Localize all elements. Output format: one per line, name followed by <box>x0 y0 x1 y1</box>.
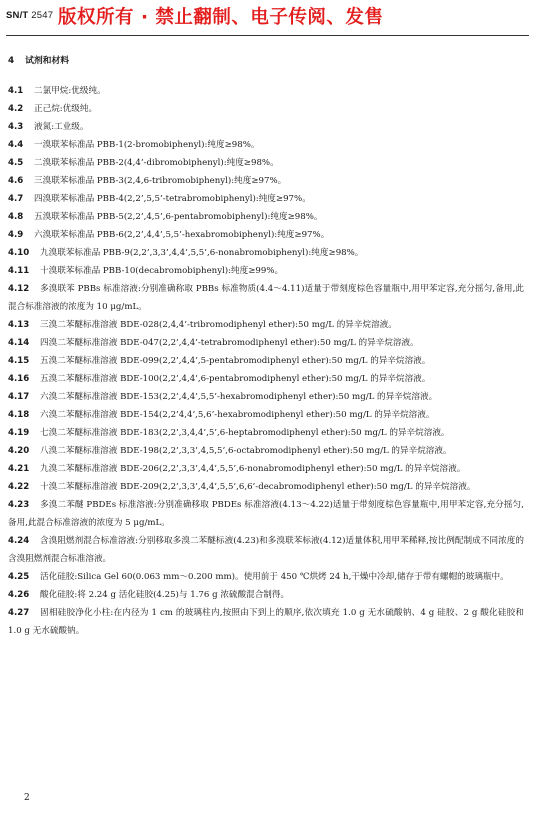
section-content <box>8 52 524 640</box>
item-text: 六溴二苯醚标准溶液 BDE-154(2,2’4,4’,5,6’-hexabromodiphenyl ether):50 mg/L 的异辛烷溶液。 <box>40 410 435 420</box>
item-number: 4.6 <box>8 176 24 186</box>
item-text: 多溴联苯 PBBs 标准溶液:分别准确称取 PBBs 标准物质(4.4～4.11)适量于带刻度棕色容量瓶中,用甲苯定容,充分摇匀,备用,此混合标准溶液的浓度为 10 μg/mL。 <box>8 284 524 312</box>
standard-number: 2547 <box>31 10 54 21</box>
list-item <box>8 478 524 496</box>
item-text: 一溴联苯标准品 PBB-1(2-bromobiphenyl):纯度≥98%。 <box>34 140 260 150</box>
item-number: 4.4 <box>8 140 24 150</box>
list-item <box>8 316 524 334</box>
item-number: 4.24 <box>8 536 30 546</box>
item-text: 三溴二苯醚标准溶液 BDE-028(2,4,4’-tribromodiphenyl ether):50 mg/L 的异辛烷溶液。 <box>40 320 397 330</box>
item-text: 十溴联苯标准品 PBB-10(decabromobiphenyl):纯度≥99%。 <box>40 266 284 276</box>
list-item <box>8 370 524 388</box>
item-text: 固相硅胶净化小柱:在内径为 1 cm 的玻璃柱内,按照由下到上的顺序,依次填充 1.0 g 无水硫酸钠、4 g 硅胶、2 g 酸化硅胶和 1.0 g 无水硫酸钠。 <box>8 608 524 636</box>
item-text: 三溴联苯标准品 PBB-3(2,4,6-tribromobiphenyl):纯度≥97%。 <box>34 176 287 186</box>
item-text: 四溴联苯标准品 PBB-4(2,2’,5,5’-tetrabromobiphenyl):纯度≥97%。 <box>34 194 311 204</box>
item-text: 七溴二苯醚标准溶液 BDE-183(2,2’,3,4,4’,5’,6-heptabromodiphenyl ether):50 mg/L 的异辛烷溶液。 <box>40 428 450 438</box>
item-text: 五溴联苯标准品 PBB-5(2,2’,4,5’,6-pentabromobiphenyl):纯度≥98%。 <box>34 212 323 222</box>
list-item <box>8 136 524 154</box>
item-text: 活化硅胶:Silica Gel 60(0.063 mm～0.200 mm)。使用前于 450 ℃烘烤 24 h,干燥中冷却,储存于带有螺帽的玻璃瓶中。 <box>40 572 509 582</box>
list-item <box>8 262 524 280</box>
item-number: 4.8 <box>8 212 24 222</box>
item-number: 4.17 <box>8 392 30 402</box>
item-number: 4.20 <box>8 446 30 456</box>
item-number: 4.10 <box>8 248 30 258</box>
item-number: 4.11 <box>8 266 30 276</box>
item-text: 含溴阻燃剂混合标准溶液:分别移取多溴二苯醚标液(4.23)和多溴联苯标液(4.12)适量体积,用甲苯稀释,按比例配制成不同浓度的含溴阻燃剂混合标准溶液。 <box>8 536 524 564</box>
item-number: 4.27 <box>8 608 30 618</box>
item-text: 正己烷:优级纯。 <box>34 104 98 114</box>
list-item <box>8 586 524 604</box>
item-text: 多溴二苯醚 PBDEs 标准溶液:分别准确移取 PBDEs 标准溶液(4.13～4.22)适量于带刻度棕色容量瓶中,用甲苯定容,充分摇匀,备用,此混合标准溶液的浓度为 5 μg/mL。 <box>8 500 524 528</box>
item-text: 酸化硅胶:将 2.24 g 活化硅胶(4.25)与 1.76 g 浓硫酸混合制得。 <box>40 590 290 600</box>
item-text: 五溴二苯醚标准溶液 BDE-100(2,2’,4,4’,6-pentabromodiphenyl ether):50 mg/L 的异辛烷溶液。 <box>40 374 431 384</box>
item-number: 4.14 <box>8 338 30 348</box>
item-number: 4.9 <box>8 230 24 240</box>
list-item <box>8 442 524 460</box>
item-number: 4.21 <box>8 464 30 474</box>
item-number: 4.19 <box>8 428 30 438</box>
list-item <box>8 172 524 190</box>
section-number: 4 <box>8 56 15 66</box>
item-text: 九溴联苯标准品 PBB-9(2,2’,3,3’,4,4’,5,5’,6-nonabromobiphenyl):纯度≥98%。 <box>40 248 364 258</box>
list-item <box>8 154 524 172</box>
list-item <box>8 280 524 316</box>
item-text: 二溴联苯标准品 PBB-2(4,4’-dibromobiphenyl):纯度≥98%。 <box>34 158 279 168</box>
list-item <box>8 226 524 244</box>
item-list <box>8 82 524 640</box>
list-item <box>8 406 524 424</box>
item-text: 八溴二苯醚标准溶液 BDE-198(2,2’,3,3’,4,5,5’,6-octabromodiphenyl ether):50 mg/L 的异辛烷溶液。 <box>40 446 452 456</box>
section-heading <box>8 52 524 70</box>
item-text: 液氮:工业级。 <box>34 122 89 132</box>
list-item <box>8 388 524 406</box>
item-number: 4.5 <box>8 158 24 168</box>
list-item <box>8 82 524 100</box>
list-item <box>8 118 524 136</box>
item-number: 4.7 <box>8 194 24 204</box>
list-item <box>8 424 524 442</box>
item-number: 4.12 <box>8 284 30 294</box>
list-item <box>8 352 524 370</box>
item-number: 4.18 <box>8 410 30 420</box>
item-number: 4.26 <box>8 590 30 600</box>
item-number: 4.22 <box>8 482 30 492</box>
item-text: 二氯甲烷:优级纯。 <box>34 86 106 96</box>
list-item <box>8 460 524 478</box>
standard-code <box>6 10 53 21</box>
item-number: 4.23 <box>8 500 30 510</box>
list-item <box>8 568 524 586</box>
list-item <box>8 496 524 532</box>
item-number: 4.2 <box>8 104 24 114</box>
item-number: 4.15 <box>8 356 30 366</box>
item-text: 六溴二苯醚标准溶液 BDE-153(2,2’,4,4’,5,5’-hexabromodiphenyl ether):50 mg/L 的异辛烷溶液。 <box>40 392 438 402</box>
list-item <box>8 532 524 568</box>
item-number: 4.16 <box>8 374 30 384</box>
list-item <box>8 208 524 226</box>
item-number: 4.25 <box>8 572 30 582</box>
item-text: 四溴二苯醚标准溶液 BDE-047(2,2’,4,4’-tetrabromodiphenyl ether):50 mg/L 的异辛烷溶液。 <box>40 338 419 348</box>
item-text: 五溴二苯醚标准溶液 BDE-099(2,2’,4,4’,5-pentabromodiphenyl ether):50 mg/L 的异辛烷溶液。 <box>40 356 431 366</box>
item-number: 4.1 <box>8 86 24 96</box>
page-number: 2 <box>24 793 30 803</box>
standard-prefix: SN/T <box>6 10 29 21</box>
list-item <box>8 604 524 640</box>
item-number: 4.3 <box>8 122 24 132</box>
item-number: 4.13 <box>8 320 30 330</box>
item-text: 十溴二苯醚标准溶液 BDE-209(2,2’,3,3’,4,4’,5,5’,6,6’-decabromodiphenyl ether):50 mg/L 的异辛烷溶液。 <box>40 482 476 492</box>
list-item <box>8 334 524 352</box>
header-divider <box>6 35 529 36</box>
list-item <box>8 244 524 262</box>
list-item <box>8 190 524 208</box>
item-text: 六溴联苯标准品 PBB-6(2,2’,4,4’,5,5’-hexabromobiphenyl):纯度≥97%。 <box>34 230 330 240</box>
list-item <box>8 100 524 118</box>
item-text: 九溴二苯醚标准溶液 BDE-206(2,2’,3,3’,4,4’,5,5’,6-nonabromodiphenyl ether):50 mg/L 的异辛烷溶液。 <box>40 464 466 474</box>
section-title: 试剂和材料 <box>25 56 70 66</box>
copyright-watermark: 版权所有 · 禁止翻制、电子传阅、发售 <box>58 7 384 28</box>
